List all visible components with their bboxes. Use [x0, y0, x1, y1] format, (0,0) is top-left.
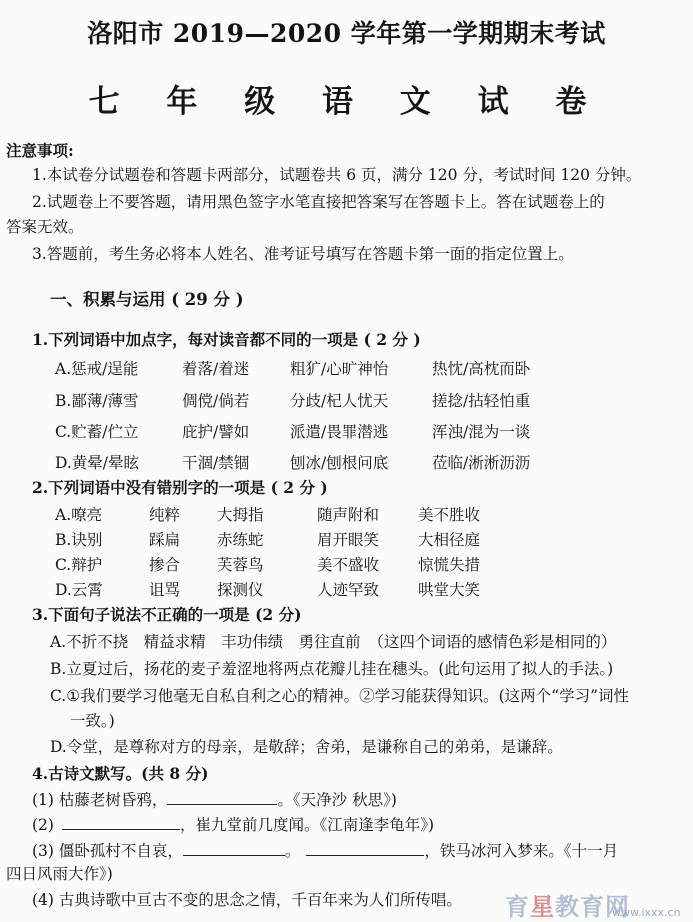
q2-option-d-2: 诅骂: [149, 581, 181, 599]
q2-option-c-1: C.辩护: [55, 556, 103, 574]
q1-option-d-3: 刨冰/刨根问底: [290, 454, 389, 472]
q2-option-c-2: 掺合: [149, 556, 181, 574]
q2-option-a-3: 大拇指: [217, 506, 264, 524]
q1-option-b-2: 倜傥/倘若: [182, 392, 250, 410]
q2-option-c-4: 美不盛收: [317, 556, 380, 574]
q2-option-b-1: B.诀别: [55, 531, 103, 549]
q1-option-c-1: C.贮蓄/伫立: [55, 423, 139, 441]
q3-option-b: B.立夏过后，扬花的麦子羞涩地将两点花瓣儿挂在穗头。(此句运用了拟人的手法。): [50, 660, 614, 678]
question-3-stem: 3.下面句子说法不正确的一项是 (2 分): [32, 605, 302, 624]
answer-blank[interactable]: [306, 840, 424, 856]
q4-line-3-cont: 四日风雨大作》): [6, 865, 113, 883]
q4-line-3-source: ，铁马冰河入梦来。《十一月: [424, 842, 619, 860]
answer-blank[interactable]: [62, 814, 180, 830]
q4-line-1-text: (1) 枯藤老树昏鸦，: [32, 791, 168, 809]
paper-subtitle: 七 年 级 语 文 试 卷: [88, 84, 605, 120]
q1-option-b-1: B.鄙薄/薄雪: [55, 392, 139, 410]
notice-item-3: 3.答题前，考生务必将本人姓名、准考证号填写在答题卡第一面的指定位置上。: [32, 245, 574, 263]
q2-option-b-4: 眉开眼笑: [317, 531, 380, 549]
q1-option-b-4: 搓捻/拈轻怕重: [432, 392, 531, 410]
q1-option-d-1: D.黄晕/晕眩: [55, 454, 140, 472]
q1-option-c-4: 浑浊/混为一谈: [432, 423, 531, 441]
q2-option-a-2: 纯粹: [149, 506, 181, 524]
notice-item-2-cont: 答案无效。: [6, 218, 84, 236]
question-1-stem: 1.下列词语中加点字，每对读音都不同的一项是 ( 2 分 ): [32, 330, 421, 349]
q2-option-b-2: 踩扁: [149, 531, 181, 549]
q1-option-c-3: 派遣/畏罪潜逃: [290, 423, 389, 441]
q4-line-1-source: 。《天净沙 秋思》): [277, 791, 397, 809]
q2-option-a-1: A.嘹亮: [55, 506, 103, 524]
watermark-url: www.ixxx.cn: [612, 906, 681, 919]
watermark-logo: 育星教育网: [505, 893, 630, 921]
q2-option-b-3: 赤练蛇: [217, 531, 264, 549]
q1-option-a-4: 热忱/高枕而卧: [432, 360, 531, 378]
q2-option-d-4: 人迹罕致: [317, 581, 380, 599]
q2-option-a-5: 美不胜收: [418, 506, 481, 524]
q4-line-3-mid: 。: [284, 842, 301, 860]
question-2-stem: 2.下列词语中没有错别字的一项是 ( 2 分 ): [32, 478, 328, 497]
q2-option-c-3: 芙蓉鸟: [217, 556, 264, 574]
q4-line-2-text: (2): [32, 816, 54, 834]
q2-option-d-5: 哄堂大笑: [418, 581, 481, 599]
q1-option-a-2: 着落/着迷: [182, 360, 250, 378]
q2-option-d-3: 探测仪: [217, 581, 264, 599]
answer-blank[interactable]: [183, 840, 285, 856]
question-4-stem: 4.古诗文默写。(共 8 分): [32, 764, 209, 783]
notice-item-2: 2.试题卷上不要答题，请用黑色签字水笔直接把答案写在答题卡上。答在试题卷上的: [32, 193, 605, 211]
section-heading: 一、积累与运用 ( 29 分 ): [50, 290, 244, 309]
q3-option-d: D.令堂，是尊称对方的母亲，是敬辞；舍弟，是谦称自己的弟弟，是谦辞。: [50, 738, 563, 756]
q1-option-b-3: 分歧/杞人忧天: [290, 392, 389, 410]
q4-line-3-text: (3) 僵卧孤村不自哀，: [32, 842, 183, 860]
q1-option-d-2: 干涸/禁锢: [182, 454, 250, 472]
q1-option-a-3: 粗犷/心旷神怡: [290, 360, 389, 378]
q1-option-c-2: 庇护/譬如: [182, 423, 250, 441]
q4-line-4: (4) 古典诗歌中亘古不变的思念之情，千百年来为人们所传唱。: [32, 891, 462, 909]
q3-option-c-cont: 一致。): [70, 712, 115, 730]
q1-option-d-4: 莅临/淅淅沥沥: [432, 454, 531, 472]
q2-option-a-4: 随声附和: [317, 506, 380, 524]
q2-option-d-1: D.云霄: [55, 581, 103, 599]
q4-line-1: [32, 788, 397, 810]
q4-line-2-source: ，崔九堂前几度闻。《江南逢李龟年》): [179, 816, 435, 834]
notice-item-1: 1.本试卷分试题卷和答题卡两部分，试题卷共 6 页，满分 120 分，考试时间 120 分钟。: [32, 166, 642, 184]
q2-option-c-5: 惊慌失措: [418, 556, 481, 574]
answer-blank[interactable]: [167, 789, 277, 805]
q2-option-b-5: 大相径庭: [418, 531, 481, 549]
q3-option-a: A.不折不挠 精益求精 丰功伟绩 勇往直前 （这四个词语的感情色彩是相同的）: [50, 633, 617, 651]
notice-heading: 注意事项:: [6, 141, 74, 160]
q4-line-2: [32, 813, 434, 835]
exam-title: 洛阳市 2019—2020 学年第一学期期末考试: [87, 19, 606, 48]
q3-option-c: C.①我们要学习他毫无自私自利之心的精神。②学习能获得知识。(这两个“学习”词性: [50, 687, 630, 705]
q1-option-a-1: A.惩戒/逞能: [55, 360, 139, 378]
q4-line-3: [32, 839, 618, 861]
